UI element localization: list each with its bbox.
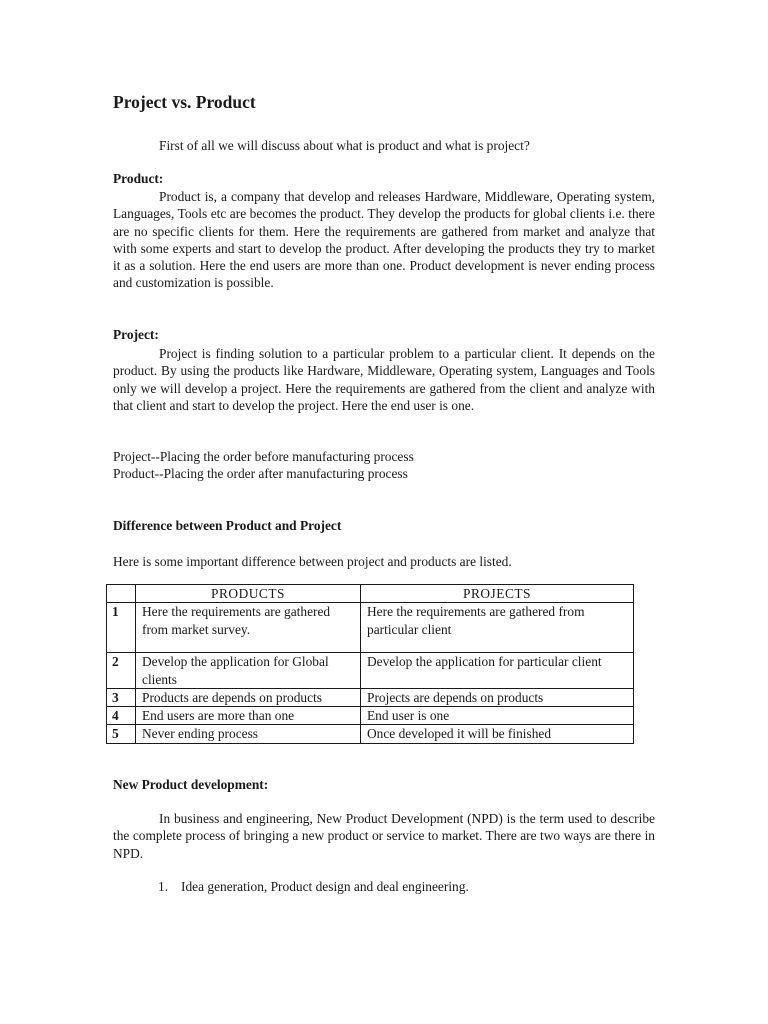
difference-intro: Here is some important difference between project and products are listed. bbox=[113, 554, 512, 569]
table-row bbox=[107, 688, 634, 706]
definition-project: Project--Placing the order before manufacturing process bbox=[113, 449, 414, 464]
table-cell-projects: Projects are depends on products bbox=[361, 688, 634, 706]
table-cell-num: 4 bbox=[107, 707, 136, 725]
table-row bbox=[107, 603, 634, 653]
list-item bbox=[158, 879, 469, 895]
table-cell-products: Here the requirements are gathered from market survey. bbox=[136, 603, 361, 653]
npd-paragraph: In business and engineering, New Product Development (NPD) is the term used to describe the complete process of bringing a new product or service to market. There are two ways are there in NPD. bbox=[113, 811, 655, 861]
npd-heading: New Product development: bbox=[113, 777, 269, 792]
page-title: Project vs. Product bbox=[113, 92, 256, 112]
table-cell-num: 3 bbox=[107, 688, 136, 706]
table-cell-projects: Once developed it will be finished bbox=[361, 725, 634, 743]
difference-heading: Difference between Product and Project bbox=[113, 518, 342, 533]
table-cell-num: 2 bbox=[107, 653, 136, 689]
table-row bbox=[107, 707, 634, 725]
project-paragraph: Project is finding solution to a particular problem to a particular client. It depends on the product. By using the products like Hardware, Middleware, Operating system, Languages and Tools only we will develop a project. Here the requirements are gathered from the client and analyze with that client and start to develop the project. Here the end user is one. bbox=[113, 346, 655, 413]
table-cell-projects: End user is one bbox=[361, 707, 634, 725]
project-heading: Project: bbox=[113, 327, 159, 342]
intro-paragraph: First of all we will discuss about what is product and what is project? bbox=[159, 138, 530, 153]
table-cell-products: Develop the application for Global clients bbox=[136, 653, 361, 689]
table-cell-num: 5 bbox=[107, 725, 136, 743]
table-header-projects: PROJECTS bbox=[361, 585, 634, 603]
table-header-num bbox=[107, 585, 136, 603]
table-header-row bbox=[107, 585, 634, 603]
table-cell-projects: Develop the application for particular client bbox=[361, 653, 634, 689]
table-cell-products: End users are more than one bbox=[136, 707, 361, 725]
table-row bbox=[107, 653, 634, 689]
list-item-text: Idea generation, Product design and deal engineering. bbox=[181, 879, 469, 894]
difference-table bbox=[106, 584, 634, 744]
definition-product: Product--Placing the order after manufacturing process bbox=[113, 466, 408, 481]
table-cell-projects: Here the requirements are gathered from particular client bbox=[361, 603, 634, 653]
list-item-marker: 1. bbox=[158, 879, 169, 894]
table-cell-products: Products are depends on products bbox=[136, 688, 361, 706]
table-cell-num: 1 bbox=[107, 603, 136, 653]
table-header-products: PRODUCTS bbox=[136, 585, 361, 603]
table-cell-products: Never ending process bbox=[136, 725, 361, 743]
table-row bbox=[107, 725, 634, 743]
product-paragraph: Product is, a company that develop and releases Hardware, Middleware, Operating system, Languages, Tools etc are becomes the product. They develop the products for global clients i.e. there are no specific clients for them. Here the requirements are gathered from market and analyze that with some experts and start to develop the product. After developing the products they try to market it as a solution. Here the end users are more than one. Product development is never ending process and customization is possible. bbox=[113, 189, 655, 291]
product-heading: Product: bbox=[113, 171, 164, 186]
